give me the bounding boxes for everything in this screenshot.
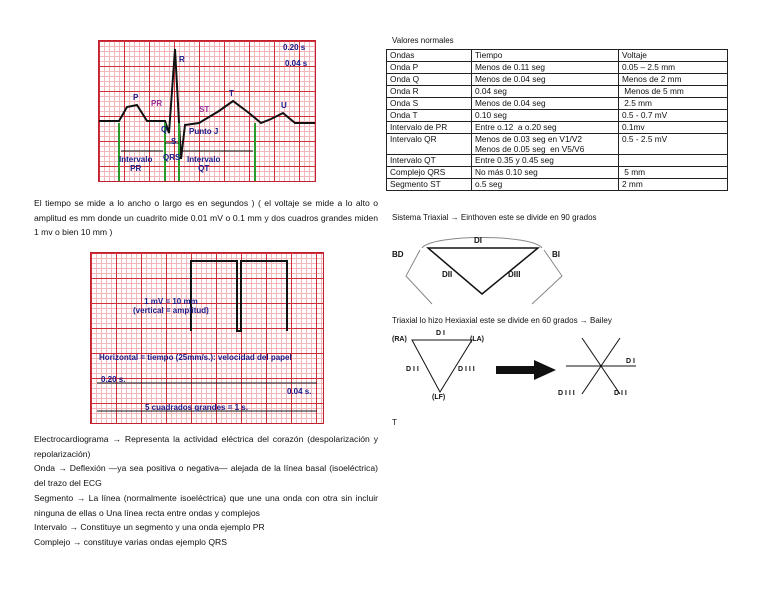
label-t: T [229,89,234,98]
table-cell: Intervalo QT [387,155,472,167]
table-cell: Onda R [387,86,472,98]
table-cell: 0.04 seg [472,86,619,98]
label-intervalo-pr: Intervalo PR [119,155,153,173]
table-cell: Menos de 0.04 seg [472,74,619,86]
label-st: ST [199,105,210,114]
trailing-text: T [392,418,397,427]
time-voltage-paragraph: El tiempo se mide a lo ancho o largo es en segundos ) ( el voltaje se mide a lo alto o amplitud es mm donde un cuadrito mide 0.01 mV o 0.1 mm y dos cuadros grandes miden 1 mv o bien 10 mm ) [34,198,378,238]
table-cell: 2 mm [619,179,728,191]
triangle-svg [392,226,572,308]
label-ra: (RA) [392,336,407,343]
def-segmento: Segmento → La línea (normalmente isoeléctrica) que une una onda con otra sin incluir ninguna de ellas o Una línea recta entre ondas y complejos [34,492,378,518]
ecg-waveform-diagram [98,40,316,182]
table-row [387,86,728,98]
table-cell: Complejo QRS [387,167,472,179]
triaxial-small-diagram [392,330,492,402]
table-cell: 2.5 mm [619,98,728,110]
label-hex-diii: D I I I [458,366,475,373]
label-di: DI [474,236,482,245]
table-cell: Menos de 0.04 seg [472,98,619,110]
table-title: Valores normales [392,36,454,45]
label-vertical-amplitud: 1 mV = 10 mm (vertical = amplitud) [133,297,209,315]
table-cell: o.5 seg [472,179,619,191]
label-u: U [281,101,287,110]
table-row [387,110,728,122]
label-bd: BD [392,250,404,259]
ecg-calibration-diagram [90,252,324,424]
table-header-cell: Voltaje [619,50,728,62]
valores-normales-table [386,49,728,191]
definiciones [34,432,378,550]
table-cell: 5 mm [619,167,728,179]
label-004s: 0.04 s [285,59,308,68]
einthoven-triangle-diagram [392,226,572,308]
table-row [387,167,728,179]
table-cell: Menos de 5 mm [619,86,728,98]
label-hex2-dii: D I I [614,390,627,397]
label-pr: PR [151,99,163,108]
hexaxial-title: Triaxial lo hizo Hexiaxial este se divide en 60 grados → Bailey [392,316,612,325]
table-cell: Entre o.12 a o.20 seg [472,122,619,134]
label-hex-dii: D I I [406,366,419,373]
def-electrocardiograma: Electrocardiograma → Representa la actividad eléctrica del corazón (despolarización y repolarización) [34,434,378,459]
label-004s-b: 0.04 s. [287,387,312,396]
table-row [387,134,728,155]
label-cinco-cuadrados: 5 cuadrados grandes = 1 s. [145,403,248,412]
table-cell: Intervalo QR [387,134,472,155]
label-020s-b: 0.20 s. [101,375,126,384]
label-020s: 0.20 s [283,43,306,52]
table-cell: 0.05 – 2.5 mm [619,62,728,74]
label-hex2-diii: D I I I [558,390,575,397]
table-row [387,122,728,134]
hexaxial-diagram [556,330,646,402]
label-horizontal-tiempo: Horizontal = tiempo (25mm/s.): velocidad del papel [99,353,292,362]
label-r: R [179,55,185,64]
table-row [387,179,728,191]
table-cell: Onda P [387,62,472,74]
label-q: Q [161,125,168,134]
table-cell: Menos de 2 mm [619,74,728,86]
table-cell: 0.5 - 2.5 mV [619,134,728,155]
table-cell: Onda T [387,110,472,122]
table-header-cell: Tiempo [472,50,619,62]
table-cell: Onda Q [387,74,472,86]
label-hex2-di: D I [626,358,635,365]
def-complejo: Complejo → constituye varias ondas ejemplo QRS [34,536,227,547]
def-onda: Onda → Deflexión —ya sea positiva o negativa— alejada de la línea basal (isoeléctrica) del trazo del ECG [34,463,378,489]
label-hex-di: D I [436,330,445,337]
label-diii: DIII [508,270,521,279]
table-cell: 0.5 - 0.7 mV [619,110,728,122]
table-row [387,62,728,74]
label-dii: DII [442,270,453,279]
table-cell: Menos de 0.11 seg [472,62,619,74]
label-lf: (LF) [432,394,446,401]
label-punto-j: Punto J [189,127,219,136]
table-cell: Intervalo de PR [387,122,472,134]
table-cell: Entre 0.35 y 0.45 seg [472,155,619,167]
calibration-pulse [91,253,323,423]
arrow-right-icon [496,360,556,380]
def-intervalo: Intervalo → Constituye un segmento y una onda ejemplo PR [34,522,265,533]
table-row [387,155,728,167]
triaxial-title: Sistema Triaxial → Einthoven este se divide en 90 grados [392,213,597,222]
table-header-row [387,50,728,62]
table-row [387,74,728,86]
label-intervalo-qt: Intervalo QT [187,155,221,173]
table-cell: 0.1mv [619,122,728,134]
table-header-cell: Ondas [387,50,472,62]
table-cell: Segmento ST [387,179,472,191]
table-cell: 0.10 seg [472,110,619,122]
label-la: (LA) [470,336,484,343]
table-cell: Onda S [387,98,472,110]
table-cell [619,155,728,167]
label-p: P [133,93,139,102]
label-qrs: QRS [163,153,181,162]
label-bi: BI [552,250,560,259]
table-cell: Menos de 0.03 seg en V1/V2 Menos de 0.05 seg en V5/V6 [472,134,619,155]
table-cell: No más 0.10 seg [472,167,619,179]
table-row [387,98,728,110]
label-s: S [171,137,177,146]
